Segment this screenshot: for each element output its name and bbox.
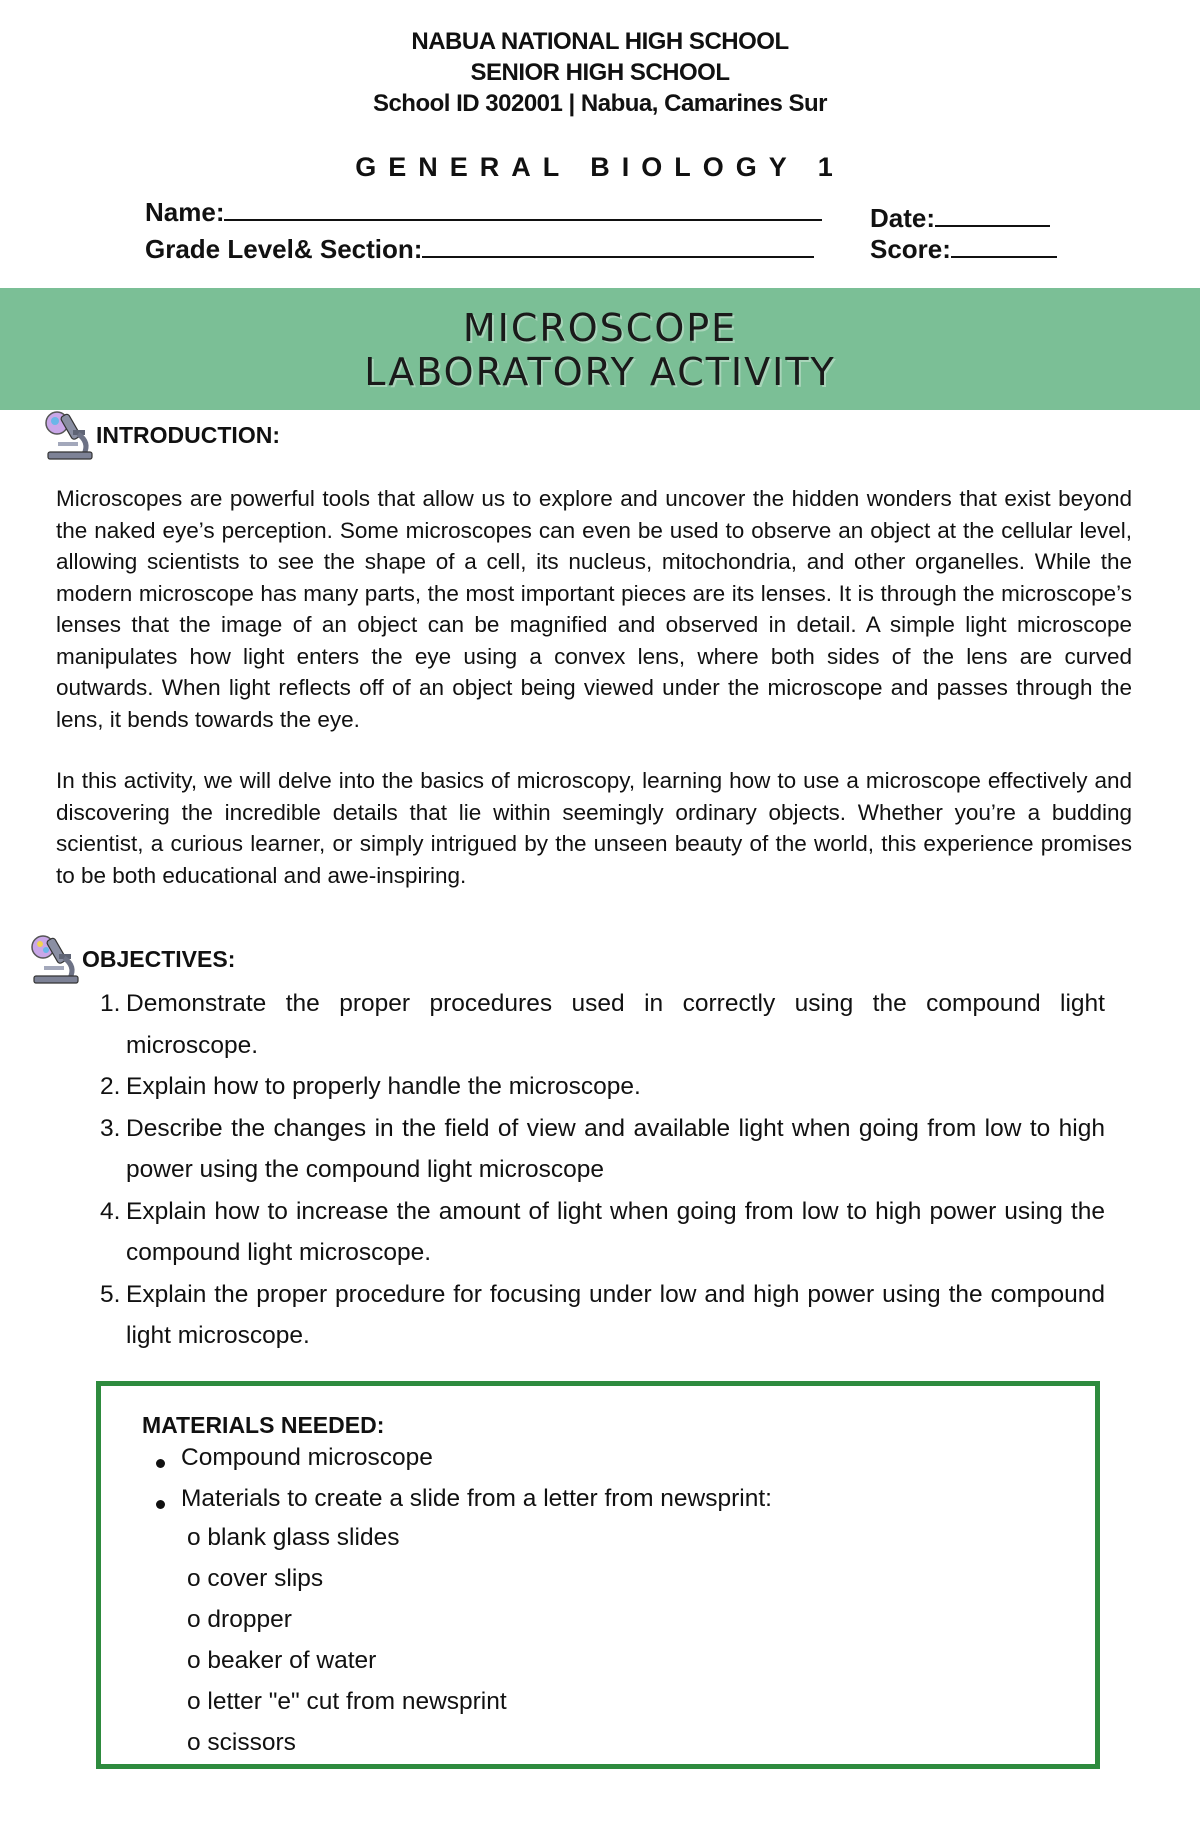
material-sub-item: o cover slips bbox=[187, 1565, 324, 1592]
objective-item: 3. Describe the changes in the field of view and available light when going from low to high power using the compound light microscope bbox=[100, 1114, 1105, 1183]
microscope-icon bbox=[26, 932, 82, 986]
name-blank[interactable] bbox=[224, 195, 822, 221]
material-sub-item: o blank glass slides bbox=[187, 1524, 400, 1551]
date-label: Date: bbox=[870, 203, 936, 233]
objective-item: 1. Demonstrate the proper procedures used in correctly using the compound light microscope. bbox=[100, 990, 1105, 1059]
objective-item: 5. Explain the proper procedure for focusing under low and high power using the compound light microscope. bbox=[100, 1280, 1105, 1349]
objective-item: 2. Explain how to properly handle the microscope. bbox=[100, 1073, 641, 1100]
school-header bbox=[0, 26, 1200, 119]
material-sub-item: o scissors bbox=[187, 1729, 296, 1756]
name-field[interactable] bbox=[145, 195, 822, 228]
materials-box bbox=[96, 1381, 1100, 1769]
objectives-heading-label: OBJECTIVES: bbox=[82, 945, 236, 972]
school-name: NABUA NATIONAL HIGH SCHOOL bbox=[411, 28, 789, 55]
introduction-paragraph-2: In this activity, we will delve into the basics of microscopy, learning how to use a microscope effectively and discovering the incredible details that lie within seemingly ordinary objects. Whether you’re a budding scientist, a curious learner, or simply intrigued by the unseen beauty of the world, this experience promises to be both educational and awe-inspiring. bbox=[56, 768, 1132, 888]
grade-section-field[interactable] bbox=[145, 232, 814, 265]
school-department: SENIOR HIGH SCHOOL bbox=[470, 59, 730, 86]
materials-heading: MATERIALS NEEDED: bbox=[142, 1412, 385, 1438]
objective-item: 4. Explain how to increase the amount of light when going from low to high power using the compound light microscope. bbox=[100, 1197, 1105, 1266]
material-item: Compound microscope bbox=[181, 1444, 433, 1471]
introduction-heading bbox=[40, 408, 280, 462]
grade-section-blank[interactable] bbox=[422, 232, 814, 258]
score-blank[interactable] bbox=[951, 232, 1057, 258]
introduction-heading-label: INTRODUCTION: bbox=[96, 421, 280, 448]
banner-title bbox=[0, 288, 1200, 394]
score-field[interactable] bbox=[870, 232, 1057, 265]
bullet-icon bbox=[156, 1459, 165, 1468]
banner-line-1: MICROSCOPE bbox=[462, 306, 738, 350]
material-sub-item: o letter "e" cut from newsprint bbox=[187, 1688, 507, 1715]
grade-section-label: Grade Level& Section: bbox=[145, 234, 423, 264]
date-blank[interactable] bbox=[935, 201, 1050, 227]
bullet-icon bbox=[156, 1500, 165, 1509]
title-banner bbox=[0, 288, 1200, 410]
name-label: Name: bbox=[145, 197, 225, 227]
introduction-paragraph-1: Microscopes are powerful tools that allow us to explore and uncover the hidden wonders that exist beyond the naked eye’s perception. Some microscopes can even be used to observe an object at the cellular level, allowing scientists to see the shape of a cell, its nucleus, mitochondria, and other organelles. While the modern microscope has many parts, the most important pieces are its lenses. It is through the microscope’s lenses that the image of an object can be magnified and observed in detail. A simple light microscope manipulates how light enters the eye using a convex lens, where both sides of the lens are curved outwards. When light reflects off of an object being viewed under the microscope and passes through the lens, it bends towards the eye. bbox=[56, 486, 1132, 732]
score-label: Score: bbox=[870, 234, 951, 264]
school-id-line: School ID 302001 | Nabua, Camarines Sur bbox=[372, 90, 828, 117]
microscope-icon bbox=[40, 408, 96, 462]
objectives-heading bbox=[26, 932, 235, 986]
material-sub-item: o dropper bbox=[187, 1606, 292, 1633]
date-field[interactable] bbox=[870, 201, 1050, 234]
subject-title: GENERAL BIOLOGY 1 bbox=[355, 152, 845, 182]
objectives-list bbox=[100, 983, 1105, 1357]
material-item: Materials to create a slide from a letter from newsprint: bbox=[181, 1485, 772, 1512]
banner-line-2: LABORATORY ACTIVITY bbox=[364, 350, 836, 394]
material-sub-item: o beaker of water bbox=[187, 1647, 377, 1674]
